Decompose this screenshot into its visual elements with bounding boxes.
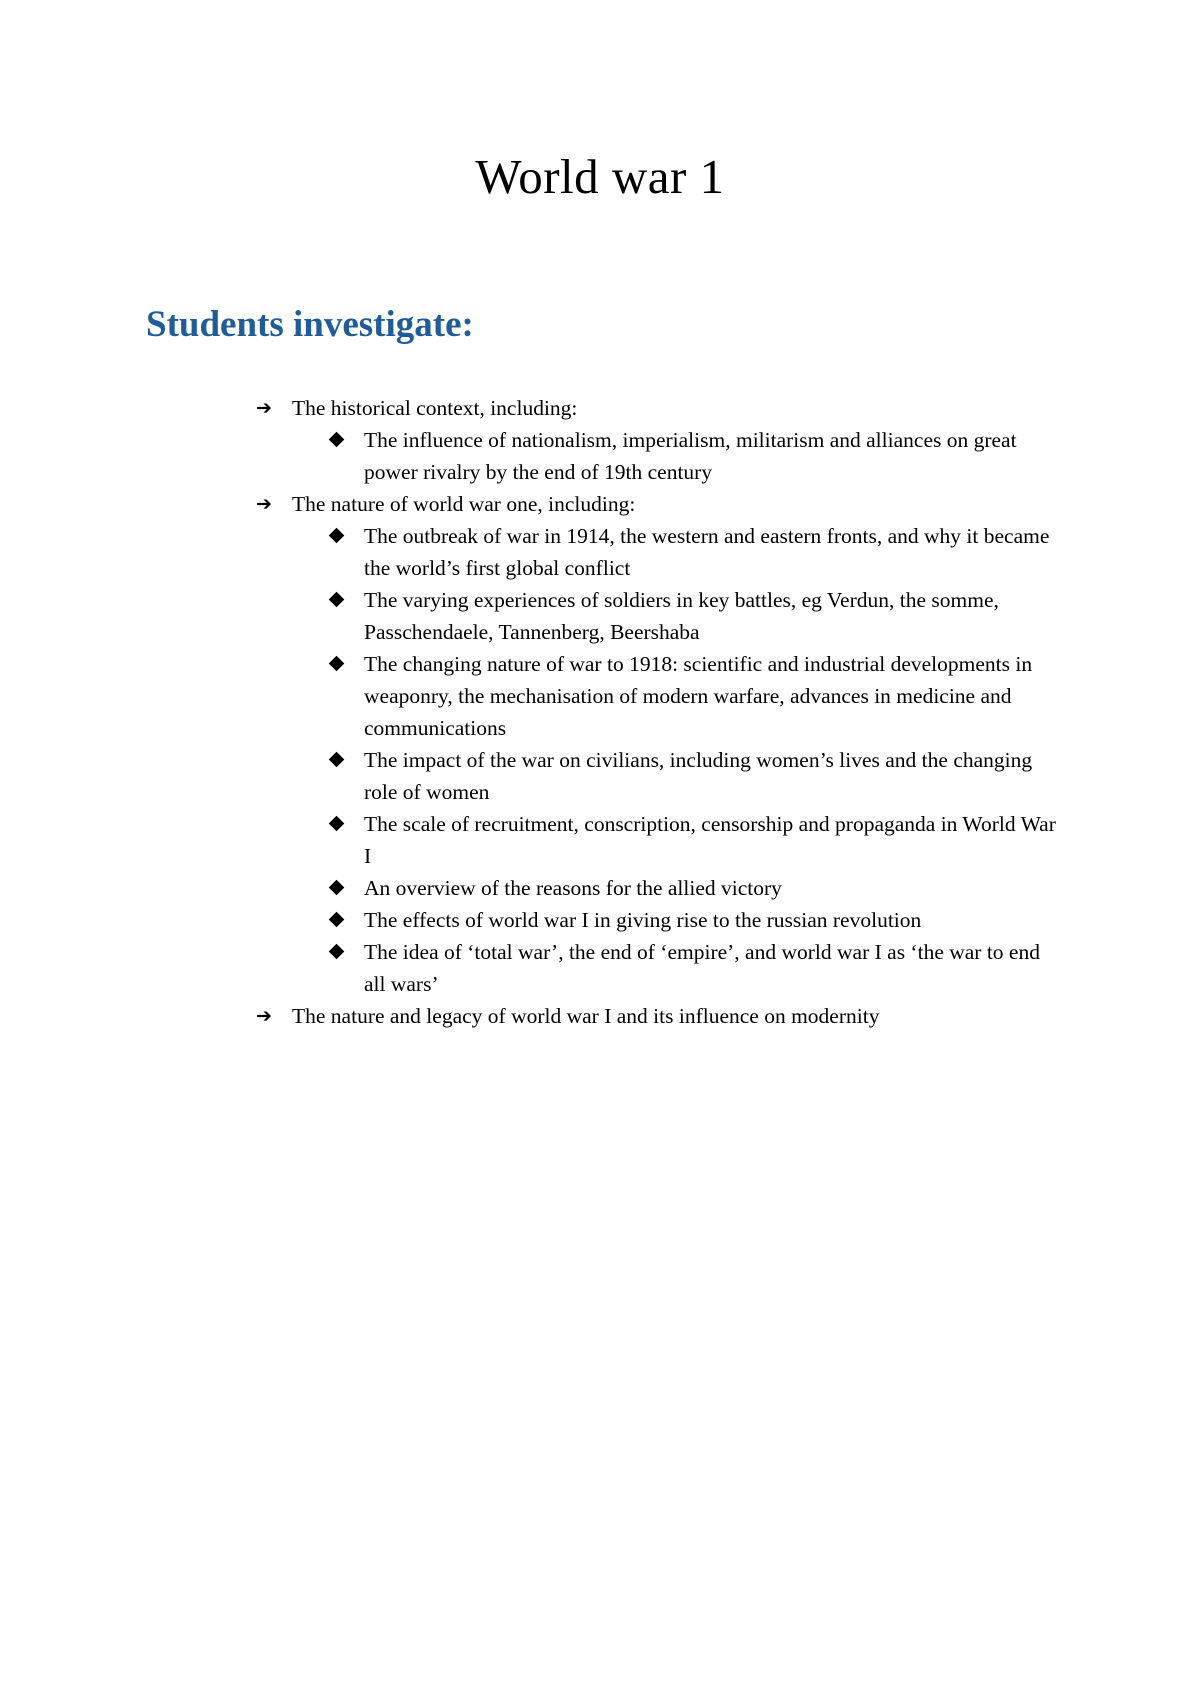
page-title: World war 1	[475, 149, 725, 204]
subtopic-text: The effects of world war I in giving rise to the russian revolution	[364, 908, 922, 932]
arrow-right-icon: ➔	[256, 397, 272, 419]
subtopic-text: The idea of ‘total war’, the end of ‘empire’, and world war I as ‘the war to end all wars’	[364, 940, 1040, 996]
topic-outline	[256, 392, 1086, 1032]
diamond-icon	[328, 584, 364, 616]
subtopic-text: The scale of recruitment, conscription, censorship and propaganda in World War I	[364, 812, 1056, 868]
diamond-icon	[328, 648, 364, 680]
subtopic-list	[256, 424, 1086, 488]
topic-text: The historical context, including:	[292, 396, 578, 420]
arrow-right-icon: ➔	[256, 493, 272, 515]
diamond-icon	[328, 808, 364, 840]
diamond-icon	[328, 904, 364, 936]
subtopic-item	[328, 904, 1086, 936]
subtopic-item	[328, 520, 1086, 584]
subtopic-list	[256, 520, 1086, 1000]
topic-text: The nature of world war one, including:	[292, 492, 636, 516]
topic-item	[256, 392, 1086, 488]
arrow-right-icon: ➔	[256, 1005, 272, 1027]
diamond-icon	[328, 936, 364, 968]
diamond-icon	[328, 424, 364, 456]
topic-item	[256, 488, 1086, 1000]
subtopic-item	[328, 872, 1086, 904]
subtopic-item	[328, 936, 1086, 1000]
subtopic-text: An overview of the reasons for the allied victory	[364, 876, 782, 900]
topic-item	[256, 1000, 1086, 1032]
diamond-icon	[328, 872, 364, 904]
subtopic-text: The outbreak of war in 1914, the western and eastern fronts, and why it became the world’s first global conflict	[364, 524, 1050, 580]
subtopic-item	[328, 744, 1086, 808]
subtopic-text: The varying experiences of soldiers in key battles, eg Verdun, the somme, Passchendaele, Tannenberg, Beershaba	[364, 588, 999, 644]
section-heading: Students investigate:	[146, 304, 474, 345]
diamond-icon	[328, 520, 364, 552]
subtopic-item	[328, 808, 1086, 872]
subtopic-item	[328, 424, 1086, 488]
topic-text: The nature and legacy of world war I and its influence on modernity	[292, 1004, 880, 1028]
subtopic-text: The changing nature of war to 1918: scientific and industrial developments in weaponry, the mechanisation of modern warfare, advances in medicine and communications	[364, 652, 1033, 740]
subtopic-text: The influence of nationalism, imperialism, militarism and alliances on great power rivalry by the end of 19th century	[364, 428, 1017, 484]
diamond-icon	[328, 744, 364, 776]
subtopic-text: The impact of the war on civilians, including women’s lives and the changing role of women	[364, 748, 1033, 804]
subtopic-item	[328, 648, 1086, 744]
subtopic-item	[328, 584, 1086, 648]
